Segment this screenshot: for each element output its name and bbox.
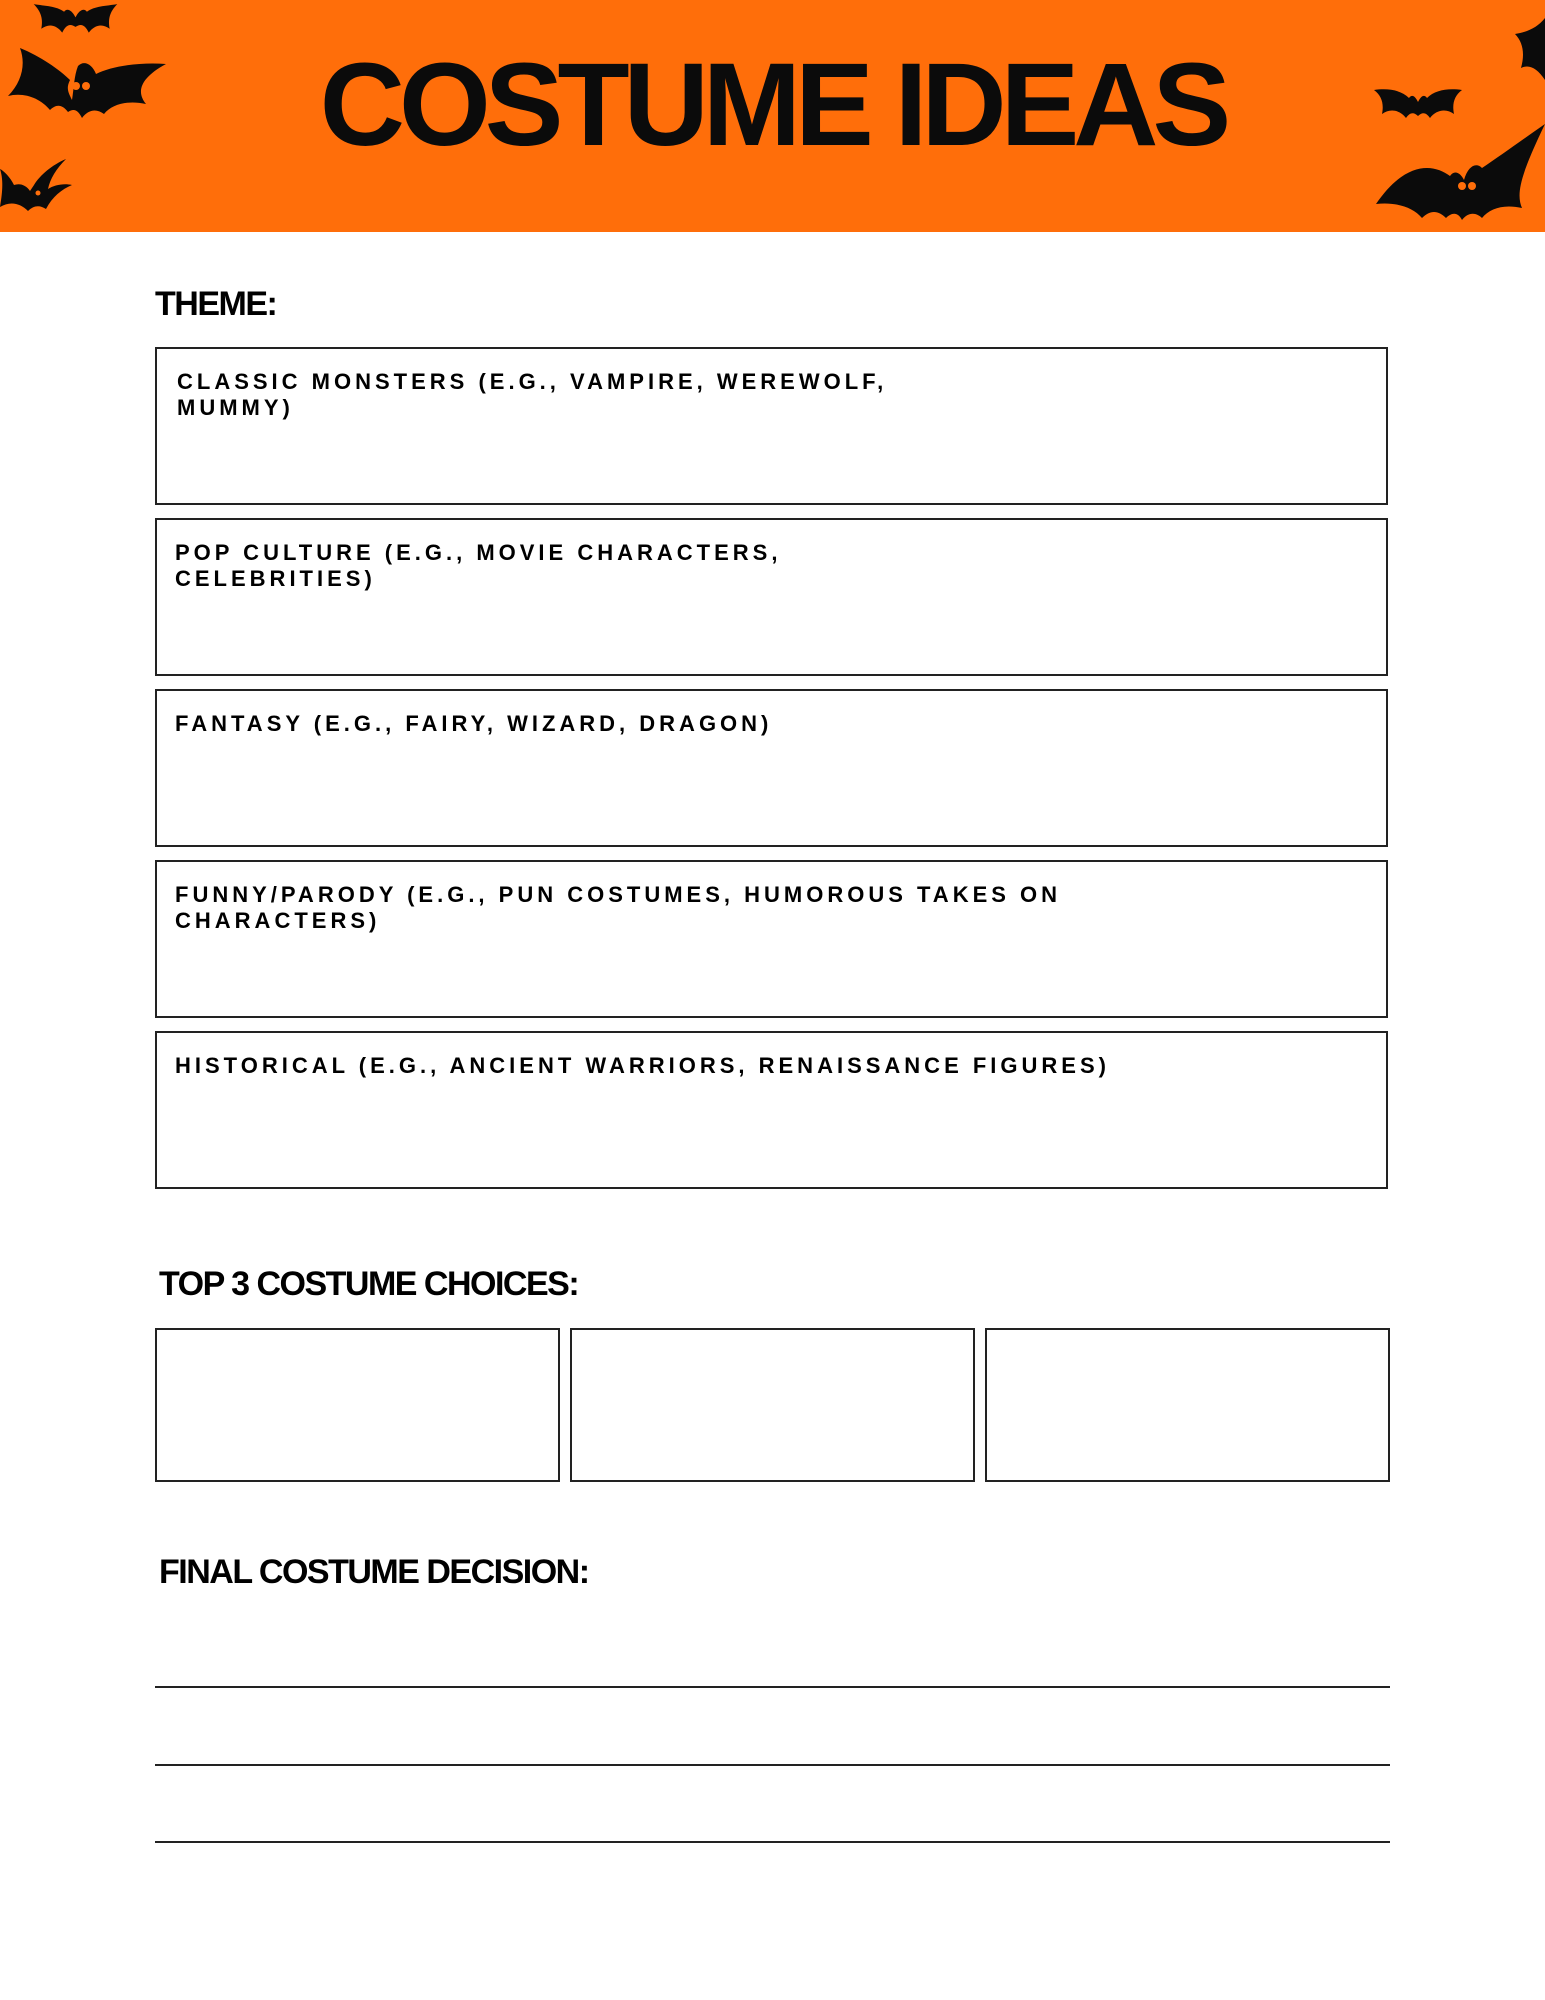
theme-box-label: FANTASY (E.G., FAIRY, WIZARD, DRAGON) [175, 711, 773, 736]
theme-box-label: POP CULTURE (E.G., MOVIE CHARACTERS, CELEBRITIES) [175, 540, 782, 591]
page-title: COSTUME IDEAS [319, 39, 1226, 171]
final-decision-heading: FINAL COSTUME DECISION: [159, 1553, 589, 1591]
theme-box-pop-culture[interactable] [155, 518, 1388, 676]
theme-heading: THEME: [155, 285, 277, 323]
theme-box-funny-parody[interactable] [155, 860, 1388, 1018]
top-choices-heading: TOP 3 COSTUME CHOICES: [159, 1265, 579, 1303]
final-decision-line-1[interactable] [155, 1686, 1390, 1688]
choice-box-1[interactable] [155, 1328, 560, 1482]
header-banner [0, 0, 1545, 232]
theme-box-classic-monsters[interactable] [155, 347, 1388, 505]
theme-box-label: HISTORICAL (E.G., ANCIENT WARRIORS, RENAISSANCE FIGURES) [175, 1053, 1110, 1078]
theme-box-historical[interactable] [155, 1031, 1388, 1189]
choice-box-3[interactable] [985, 1328, 1390, 1482]
choice-box-2[interactable] [570, 1328, 975, 1482]
theme-box-label: FUNNY/PARODY (E.G., PUN COSTUMES, HUMOROUS TAKES ON CHARACTERS) [175, 882, 1062, 933]
theme-box-fantasy[interactable] [155, 689, 1388, 847]
final-decision-line-2[interactable] [155, 1764, 1390, 1766]
final-decision-line-3[interactable] [155, 1841, 1390, 1843]
theme-box-label: CLASSIC MONSTERS (E.G., VAMPIRE, WEREWOLF, MUMMY) [177, 369, 888, 420]
